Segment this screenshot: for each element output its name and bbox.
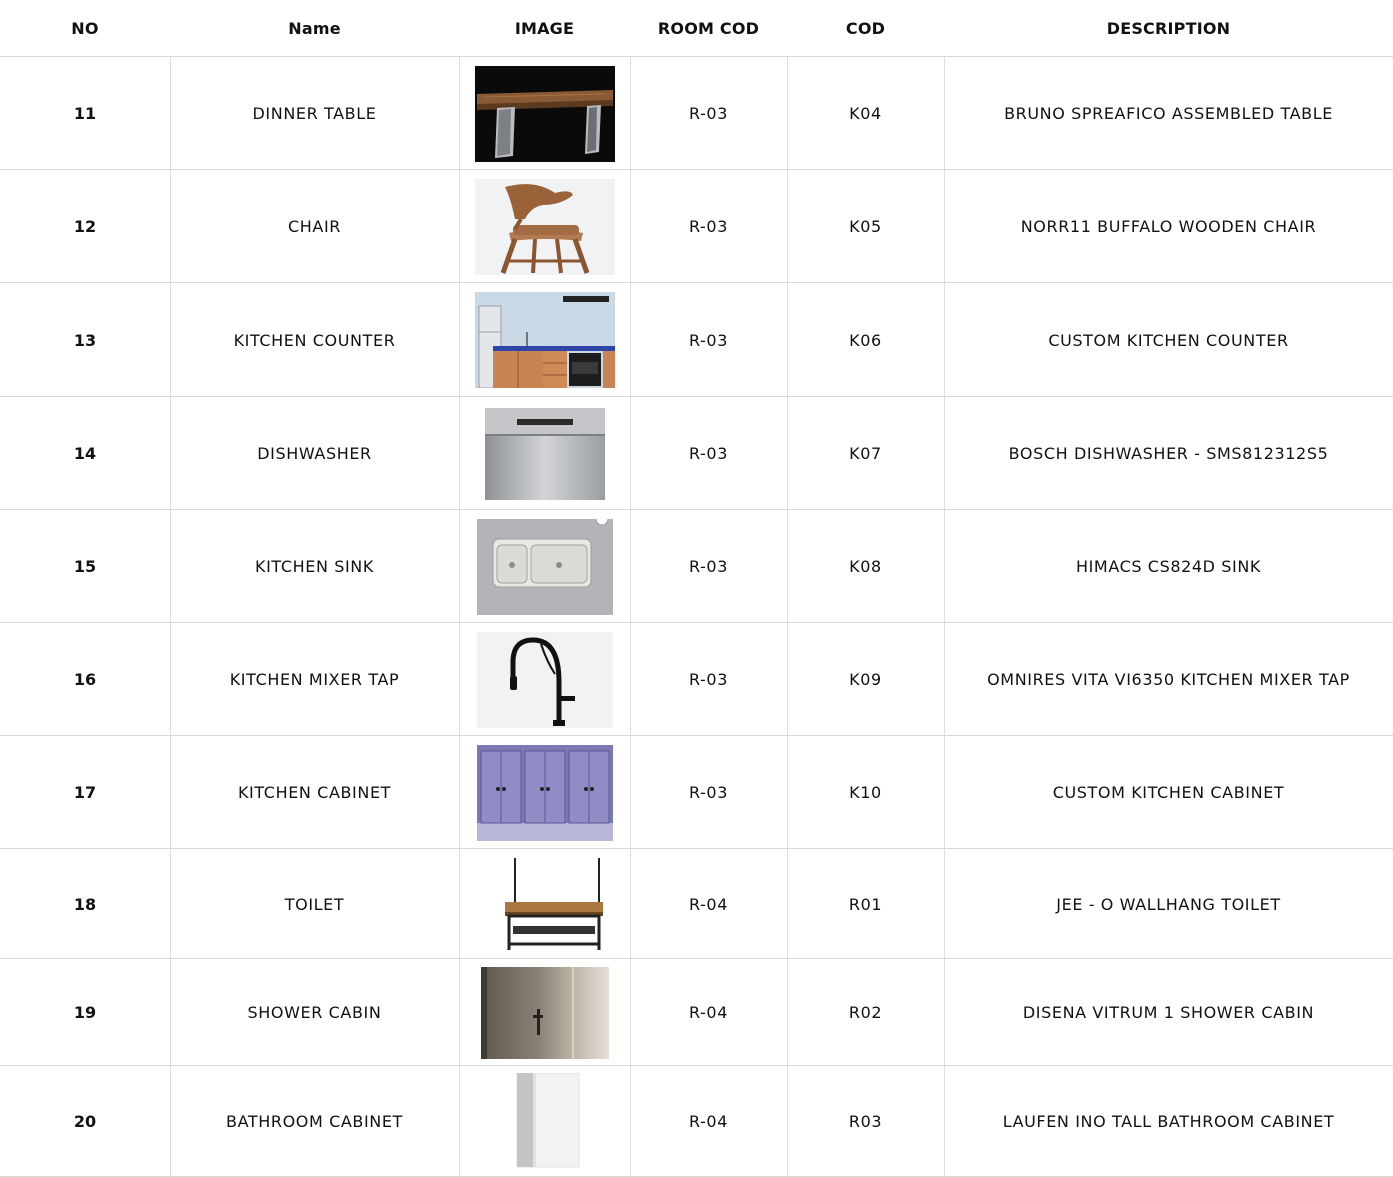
item-description: JEE - O WALLHANG TOILET [1056, 894, 1281, 914]
room-code: R-03 [688, 104, 728, 123]
table-row [0, 282, 1393, 397]
item-description: NORR11 BUFFALO WOODEN CHAIR [1020, 217, 1317, 236]
room-code: R-04 [688, 894, 728, 914]
item-description: DISENA VITRUM 1 SHOWER CABIN [1022, 1003, 1315, 1022]
room-code: R-04 [688, 1111, 728, 1131]
table-row [0, 396, 1393, 510]
table-row [0, 622, 1393, 736]
item-code: K09 [849, 670, 882, 689]
item-code: R01 [848, 894, 883, 914]
header-no: NO [71, 18, 99, 38]
row-number: 20 [73, 1111, 97, 1131]
row-number: 14 [73, 444, 97, 463]
row-number: 12 [73, 217, 97, 236]
item-description: CUSTOM KITCHEN CABINET [1052, 783, 1285, 802]
header-description: DESCRIPTION [1106, 18, 1231, 38]
room-code: R-03 [688, 444, 728, 463]
item-name: CHAIR [288, 217, 341, 236]
row-number: 17 [73, 783, 97, 802]
kitchen-sink-image [459, 510, 630, 623]
wooden-chair-image [459, 170, 630, 283]
item-name: KITCHEN COUNTER [233, 330, 396, 350]
room-code: R-03 [688, 217, 728, 236]
item-description: LAUFEN INO TALL BATHROOM CABINET [1002, 1111, 1335, 1131]
row-number: 13 [73, 330, 97, 350]
table-row [0, 848, 1393, 959]
kitchen-cabinet-image [459, 736, 630, 849]
table-row [0, 735, 1393, 849]
item-description: HIMACS CS824D SINK [1075, 557, 1262, 576]
table-row [0, 56, 1393, 170]
table-row [0, 509, 1393, 623]
item-name: DINNER TABLE [252, 104, 377, 123]
table-row [0, 1065, 1393, 1177]
table-row [0, 958, 1393, 1066]
table-header [0, 0, 1393, 56]
mixer-tap-image [459, 623, 630, 736]
room-code: R-03 [688, 557, 728, 576]
item-code: K06 [849, 330, 882, 350]
room-code: R-03 [688, 783, 728, 802]
room-code: R-03 [688, 330, 728, 350]
row-number: 16 [73, 670, 97, 689]
table-row [0, 169, 1393, 283]
item-name: SHOWER CABIN [247, 1003, 382, 1022]
item-name: TOILET [284, 894, 345, 914]
item-description: BOSCH DISHWASHER - SMS812312S5 [1008, 444, 1329, 463]
item-description: CUSTOM KITCHEN COUNTER [1048, 330, 1289, 350]
bathroom-cabinet-image [459, 1066, 630, 1176]
item-code: K07 [849, 444, 882, 463]
item-name: KITCHEN MIXER TAP [229, 670, 400, 689]
item-description: OMNIRES VITA VI6350 KITCHEN MIXER TAP [987, 670, 1350, 689]
dinner-table-image [459, 57, 630, 170]
item-code: K04 [849, 104, 882, 123]
dishwasher-image [459, 397, 630, 510]
item-name: KITCHEN SINK [255, 557, 374, 576]
room-code: R-04 [688, 1003, 728, 1022]
header-image: IMAGE [514, 18, 575, 38]
item-name: KITCHEN CABINET [237, 783, 392, 802]
row-number: 11 [73, 104, 97, 123]
item-description: BRUNO SPREAFICO ASSEMBLED TABLE [1004, 104, 1333, 123]
row-number: 15 [73, 557, 97, 576]
kitchen-counter-image [459, 283, 630, 397]
item-code: R03 [848, 1111, 883, 1131]
item-code: R02 [848, 1003, 883, 1022]
toilet-image [459, 849, 630, 959]
header-name: Name [288, 18, 341, 38]
item-name: DISHWASHER [257, 444, 372, 463]
item-code: K05 [849, 217, 882, 236]
header-cod: COD [845, 18, 886, 38]
row-number: 18 [73, 894, 97, 914]
item-name: BATHROOM CABINET [226, 1111, 403, 1131]
item-code: K08 [849, 557, 882, 576]
item-code: K10 [849, 783, 882, 802]
room-code: R-03 [688, 670, 728, 689]
shower-cabin-image [459, 959, 630, 1066]
row-number: 19 [73, 1003, 97, 1022]
header-room-cod: ROOM COD [657, 18, 760, 38]
